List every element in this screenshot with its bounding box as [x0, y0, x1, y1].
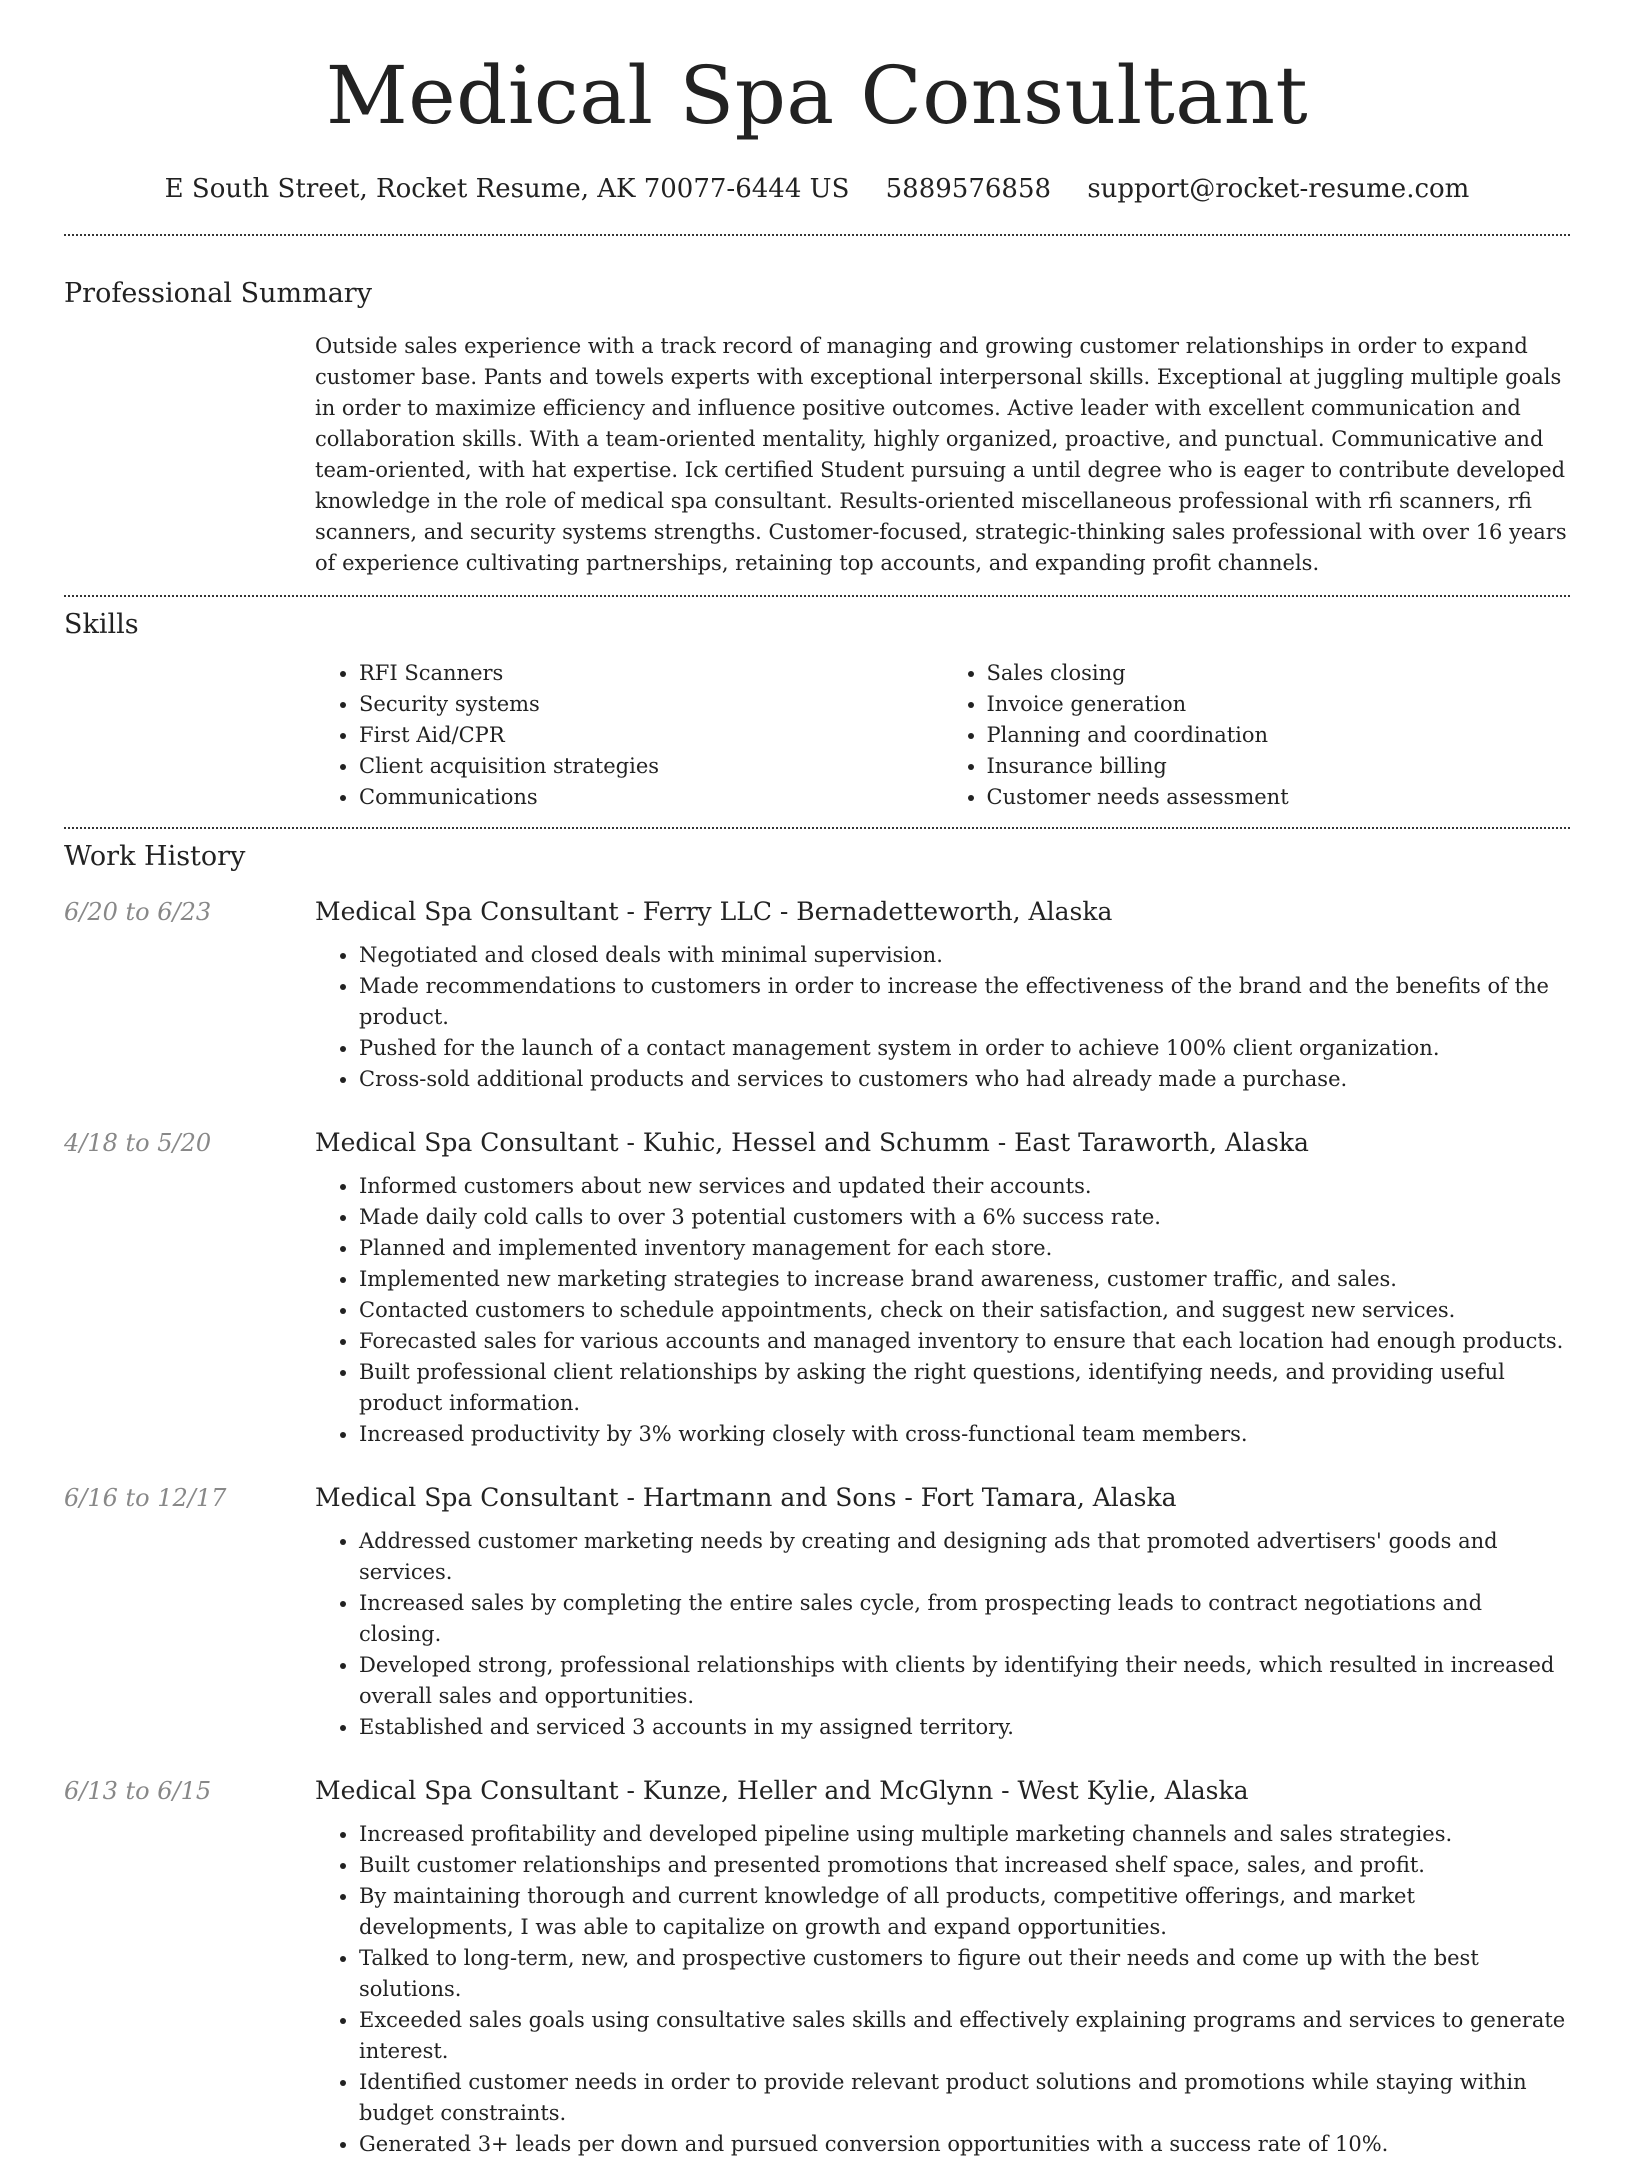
- job-bullet: • Negotiated and closed deals with minimal supervision.: [359, 940, 1570, 971]
- summary-divider: [64, 595, 1570, 597]
- job-bullet: • Made recommendations to customers in order to increase the effectiveness of the brand and the benefits of the product.: [359, 971, 1570, 1033]
- contact-phone: 5889576858: [885, 174, 1052, 204]
- job-body: [315, 894, 1570, 1095]
- job-body: [315, 1480, 1570, 1743]
- section-title-summary: Professional Summary: [64, 278, 372, 309]
- job-bullet: • Planned and implemented inventory management for each store.: [359, 1233, 1570, 1264]
- contact-address: E South Street, Rocket Resume, AK 70077-6444 US: [164, 174, 850, 204]
- job-bullet: • Built customer relationships and presented promotions that increased shelf space, sales, and profit.: [359, 1850, 1570, 1881]
- job-dates: 6/16 to 12/17: [64, 1484, 227, 1512]
- summary-text: Outside sales experience with a track record of managing and growing customer relationships in order to expand customer base. Pants and towels experts with exceptional interpersonal skills. Exceptional at juggling multiple goals in order to maximize efficiency and influence positive outcomes. Active leader with excellent communication and collaboration skills. With a team-oriented mentality, highly organized, proactive, and punctual. Communicative and team-oriented, with hat expertise. Ick certified Student pursuing a until degree who is eager to contribute developed knowledge in the role of medical spa consultant. Results-oriented miscellaneous professional with rfi scanners, rfi scanners, and security systems strengths. Customer-focused, strategic-thinking sales professional with over 16 years of experience cultivating partnerships, retaining top accounts, and expanding profit channels.: [315, 334, 1567, 575]
- section-title-work: Work History: [64, 841, 246, 872]
- skill-item: • Customer needs assessment: [987, 782, 1571, 813]
- skill-item: • Insurance billing: [987, 751, 1571, 782]
- job-bullet: • Increased sales by completing the entire sales cycle, from prospecting leads to contract negotiations and closing.: [359, 1588, 1570, 1650]
- job-title: Medical Spa Consultant - Ferry LLC - Bernadetteworth, Alaska: [315, 897, 1113, 926]
- skills-list: [315, 658, 1570, 813]
- job-bullets: [315, 1526, 1570, 1743]
- job-body: [315, 1125, 1570, 1450]
- skills-divider: [64, 827, 1570, 829]
- job-dates: 6/20 to 6/23: [64, 898, 212, 926]
- skill-item: • First Aid/CPR: [359, 720, 943, 751]
- job-entry: [64, 1773, 1570, 2160]
- job-bullet: • Generated 3+ leads per down and pursued conversion opportunities with a success rate of 10%.: [359, 2129, 1570, 2160]
- job-title: Medical Spa Consultant - Kuhic, Hessel and Schumm - East Taraworth, Alaska: [315, 1128, 1309, 1157]
- job-bullet: • Forecasted sales for various accounts and managed inventory to ensure that each location had enough products.: [359, 1326, 1570, 1357]
- job-title: Medical Spa Consultant - Kunze, Heller and McGlynn - West Kylie, Alaska: [315, 1776, 1249, 1805]
- job-bullet: • Informed customers about new services and updated their accounts.: [359, 1171, 1570, 1202]
- job-bullet: • Contacted customers to schedule appointments, check on their satisfaction, and suggest new services.: [359, 1295, 1570, 1326]
- resume-page: [64, 0, 1570, 2160]
- job-bullet: • Exceeded sales goals using consultative sales skills and effectively explaining programs and services to generate interest.: [359, 2005, 1570, 2067]
- job-dates: 4/18 to 5/20: [64, 1129, 212, 1157]
- job-bullet: • Increased productivity by 3% working closely with cross-functional team members.: [359, 1419, 1570, 1450]
- skills-column-left: [315, 658, 943, 813]
- skill-item: • Client acquisition strategies: [359, 751, 943, 782]
- job-dates: 6/13 to 6/15: [64, 1777, 212, 1805]
- job-bullets: [315, 1171, 1570, 1450]
- job-bullet: • By maintaining thorough and current knowledge of all products, competitive offerings, and market developments, I was able to capitalize on growth and expand opportunities.: [359, 1881, 1570, 1943]
- section-title-skills: Skills: [64, 609, 139, 640]
- skill-item: • Sales closing: [987, 658, 1571, 689]
- candidate-name: Medical Spa Consultant: [325, 49, 1309, 142]
- job-bullet: • Addressed customer marketing needs by creating and designing ads that promoted advertisers' goods and services.: [359, 1526, 1570, 1588]
- job-bullets: [315, 940, 1570, 1095]
- skill-item: • Communications: [359, 782, 943, 813]
- job-entry: [64, 1125, 1570, 1450]
- contact-line: [64, 174, 1570, 204]
- skill-item: • Security systems: [359, 689, 943, 720]
- job-bullet: • Built professional client relationships by asking the right questions, identifying needs, and providing useful product information.: [359, 1357, 1570, 1419]
- contact-email: support@rocket-resume.com: [1087, 174, 1470, 204]
- job-bullet: • Pushed for the launch of a contact management system in order to achieve 100% client organization.: [359, 1033, 1570, 1064]
- job-bullet: • Cross-sold additional products and services to customers who had already made a purchase.: [359, 1064, 1570, 1095]
- job-bullet: • Implemented new marketing strategies to increase brand awareness, customer traffic, and sales.: [359, 1264, 1570, 1295]
- job-entry: [64, 1480, 1570, 1743]
- job-bullet: • Made daily cold calls to over 3 potential customers with a 6% success rate.: [359, 1202, 1570, 1233]
- skill-item: • Invoice generation: [987, 689, 1571, 720]
- job-bullet: • Developed strong, professional relationships with clients by identifying their needs, which resulted in increased overall sales and opportunities.: [359, 1650, 1570, 1712]
- job-entry: [64, 894, 1570, 1095]
- job-bullets: [315, 1819, 1570, 2160]
- header-divider: [64, 234, 1570, 236]
- job-bullet: • Established and serviced 3 accounts in my assigned territory.: [359, 1712, 1570, 1743]
- skill-item: • RFI Scanners: [359, 658, 943, 689]
- skill-item: • Planning and coordination: [987, 720, 1571, 751]
- job-title: Medical Spa Consultant - Hartmann and Sons - Fort Tamara, Alaska: [315, 1483, 1177, 1512]
- job-bullet: • Talked to long-term, new, and prospective customers to figure out their needs and come up with the best solutions.: [359, 1943, 1570, 2005]
- job-body: [315, 1773, 1570, 2160]
- skills-column-right: [943, 658, 1571, 813]
- job-bullet: • Identified customer needs in order to provide relevant product solutions and promotions while staying within budget constraints.: [359, 2067, 1570, 2129]
- job-bullet: • Increased profitability and developed pipeline using multiple marketing channels and sales strategies.: [359, 1819, 1570, 1850]
